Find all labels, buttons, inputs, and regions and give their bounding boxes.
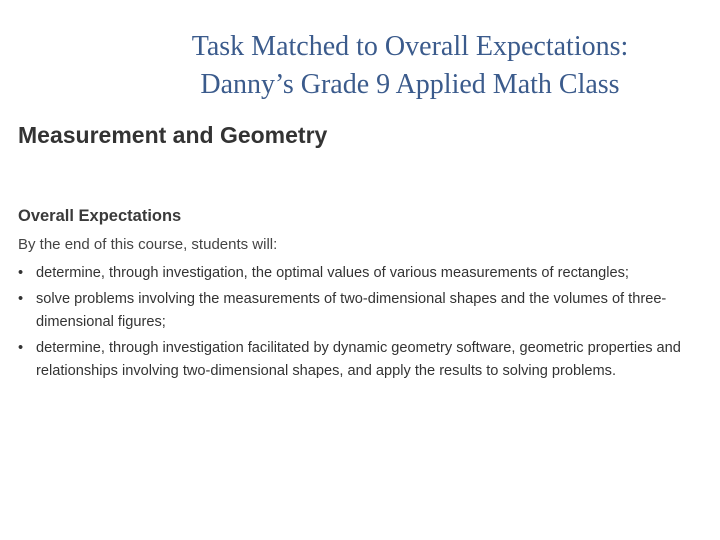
bullet-icon: • [18, 265, 24, 281]
slide-title-line-2: Danny’s Grade 9 Applied Math Class [200, 69, 620, 100]
expectation-text: determine, through investigation, the optimal values of various measurements of rectangles; [36, 265, 629, 281]
expectation-item [18, 337, 708, 383]
expectations-list [18, 262, 708, 386]
expectation-text: solve problems involving the measurements of two-dimensional shapes and the volumes of three-dimensional figures; [36, 291, 667, 330]
expectation-item [18, 288, 708, 334]
slide-title-line-1: Task Matched to Overall Expectations: [191, 31, 629, 62]
expectation-text: determine, through investigation facilitated by dynamic geometry software, geometric properties and relationships involving two-dimensional shapes, and apply the results to solving problems. [36, 340, 681, 379]
overall-expectations-heading: Overall Expectations [18, 207, 182, 225]
section-heading: Measurement and Geometry [18, 122, 328, 148]
expectation-item [18, 262, 708, 285]
intro-text: By the end of this course, students will: [18, 236, 278, 253]
slide-title [100, 28, 720, 104]
bullet-icon: • [18, 291, 24, 307]
bullet-icon: • [18, 340, 24, 356]
